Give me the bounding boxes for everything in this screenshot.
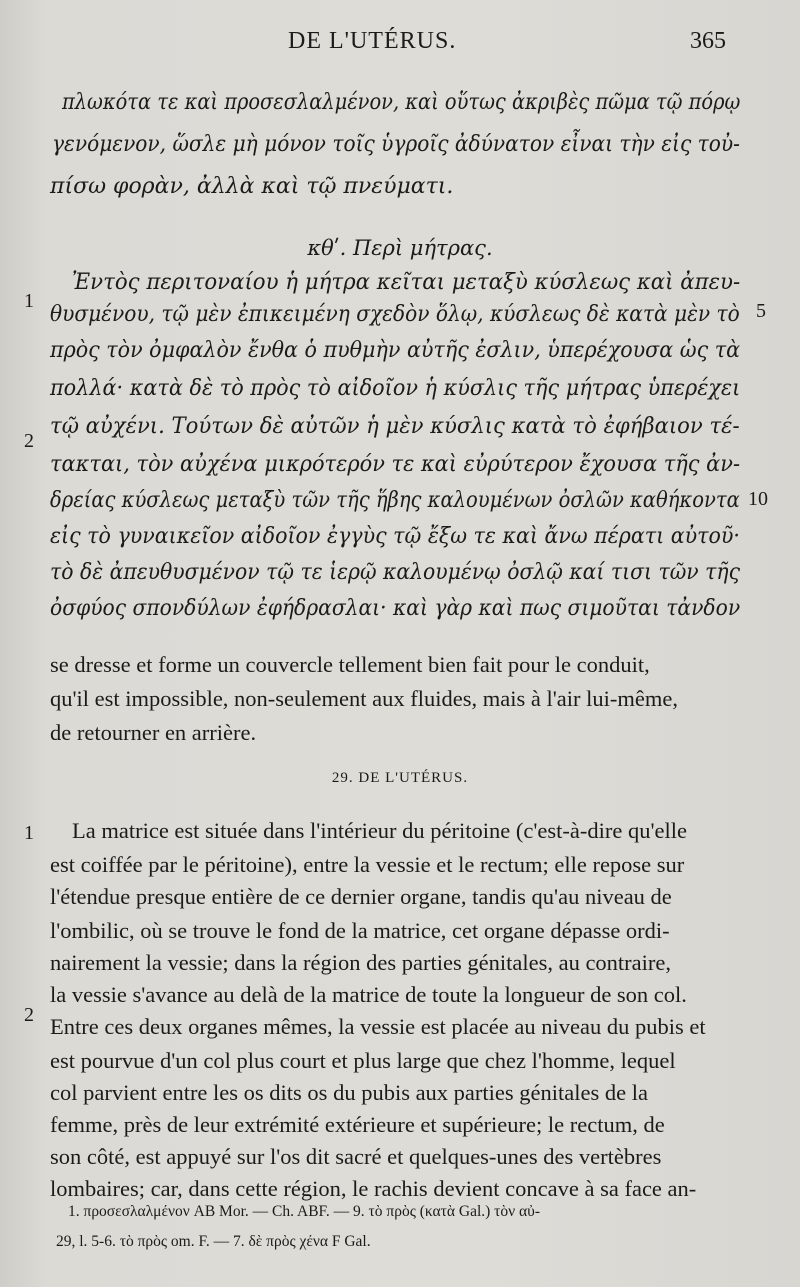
margin-number: 1 bbox=[24, 822, 34, 844]
greek-line: πολλά· κατὰ δὲ τὸ πρὸς τὸ αἰδοῖον ἡ κύσλις τῆς μήτρας ὑπερέχει bbox=[50, 376, 741, 401]
greek-chapter-heading: κθʹ. Περὶ μήτρας. bbox=[307, 236, 493, 260]
greek-line: θυσμένου, τῷ μὲν ἐπικειμένη σχεδὸν ὅλῳ, κύσλεως δὲ κατὰ μὲν τὸ bbox=[50, 302, 740, 327]
page-header bbox=[0, 28, 800, 64]
greek-line: Ἐντὸς περιτοναίου ἡ μήτρα κεῖται μεταξὺ κύσλεως καὶ ἀπευ- bbox=[72, 270, 741, 295]
greek-intro-line: πλωκότα τε καὶ προσεσλαλμένον, καὶ οὕτως ἀκριβὲς πῶμα τῷ πόρῳ bbox=[62, 90, 741, 115]
running-title: DE L'UTÉRUS. bbox=[288, 28, 457, 54]
greek-intro-line: γενόμενον, ὥσλε μὴ μόνον τοῖς ὑγροῖς ἀδύνατον εἶναι τὴν εἰς τοὐ- bbox=[52, 132, 740, 157]
french-line: col parvient entre les os dits os du pubis aux parties génitales de la bbox=[50, 1080, 648, 1105]
french-line: est coiffée par le péritoine), entre la vessie et le rectum; elle repose sur bbox=[50, 852, 685, 877]
french-section-heading: 29. DE L'UTÉRUS. bbox=[331, 770, 469, 786]
french-line: nairement la vessie; dans la région des parties génitales, au contraire, bbox=[50, 950, 672, 975]
greek-intro-line: πίσω φορὰν, ἀλλὰ καὶ τῷ πνεύματι. bbox=[50, 174, 454, 199]
footnote-line: 1. προσεσλαλμένον AB Mor. — Ch. ABF. — 9. τὸ πρὸς (κατὰ Gal.) τὸν αὐ- bbox=[68, 1203, 541, 1220]
footnote-line: 29, l. 5-6. τὸ πρὸς om. F. — 7. δὲ πρὸς χένα F Gal. bbox=[56, 1233, 371, 1250]
french-line: son côté, est appuyé sur l'os dit sacré et quelques-unes des vertèbres bbox=[50, 1144, 662, 1169]
greek-line: τακται, τὸν αὐχένα μικρότερόν τε καὶ εὐρύτερον ἔχουσα τῆς ἀν- bbox=[50, 452, 741, 477]
french-line: femme, près de leur extrémité extérieure et supérieure; le rectum, de bbox=[50, 1112, 665, 1137]
margin-number: 5 bbox=[756, 300, 766, 322]
french-line: la vessie s'avance au delà de la matrice de toute la longueur de son col. bbox=[50, 982, 687, 1007]
greek-line: ὀσφύος σπονδύλων ἐφήδρασλαι· καὶ γὰρ καὶ πως σιμοῦται τἀνδον bbox=[50, 596, 741, 621]
page-number: 365 bbox=[690, 28, 726, 54]
french-intro-line: se dresse et forme un couvercle tellement bien fait pour le conduit, bbox=[50, 652, 650, 677]
french-intro-line: de retourner en arrière. bbox=[50, 720, 257, 745]
margin-number: 2 bbox=[24, 430, 34, 452]
french-line: lombaires; car, dans cette région, le rachis devient concave à sa face an- bbox=[50, 1176, 697, 1201]
greek-line: τῷ αὐχένι. Τούτων δὲ αὐτῶν ἡ μὲν κύσλις κατὰ τὸ ἐφήβαιον τέ- bbox=[50, 414, 740, 439]
french-line: Entre ces deux organes mêmes, la vessie est placée au niveau du pubis et bbox=[50, 1014, 706, 1039]
french-line: est pourvue d'un col plus court et plus large que chez l'homme, lequel bbox=[50, 1048, 676, 1073]
greek-line: εἰς τὸ γυναικεῖον αἰδοῖον ἐγγὺς τῷ ἔξω τε καὶ ἄνω πέρατι αὐτοῦ· bbox=[50, 524, 740, 549]
margin-number: 10 bbox=[748, 488, 768, 510]
margin-number: 2 bbox=[24, 1004, 34, 1026]
greek-line: πρὸς τὸν ὀμφαλὸν ἔνθα ὁ πυθμὴν αὐτῆς ἐσλιν, ὑπερέχουσα ὡς τὰ bbox=[50, 338, 741, 363]
margin-number: 1 bbox=[24, 290, 34, 312]
french-intro-line: qu'il est impossible, non-seulement aux fluides, mais à l'air lui-même, bbox=[50, 686, 678, 711]
greek-line: τὸ δὲ ἀπευθυσμένον τῷ τε ἱερῷ καλουμένῳ ὀσλῷ καί τισι τῶν τῆς bbox=[50, 560, 740, 585]
french-line: La matrice est située dans l'intérieur du péritoine (c'est-à-dire qu'elle bbox=[72, 818, 688, 843]
french-line: l'étendue presque entière de ce dernier organe, tandis qu'au niveau de bbox=[50, 884, 672, 909]
french-line: l'ombilic, où se trouve le fond de la matrice, cet organe dépasse ordi- bbox=[50, 918, 670, 943]
greek-line: δρείας κύσλεως μεταξὺ τῶν τῆς ἥβης καλουμένων ὀσλῶν καθήκοντα bbox=[50, 488, 740, 513]
